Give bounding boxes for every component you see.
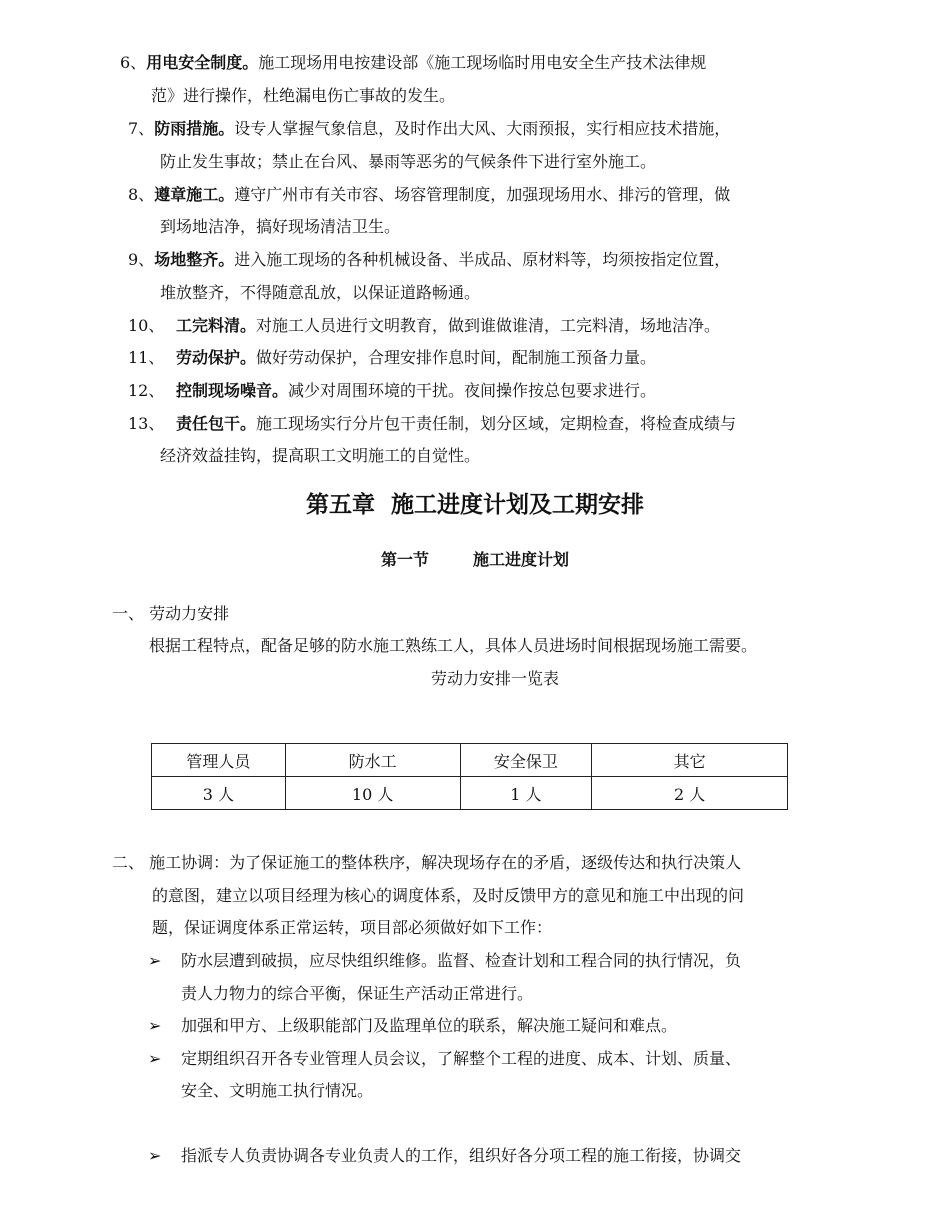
table-cell: 3 人 (152, 777, 286, 810)
table-header-row (152, 744, 788, 777)
bullet-arrow-icon: ➢ (148, 951, 162, 970)
rule-number: 13、 (128, 414, 165, 433)
list-item: 防水层遭到破损，应尽快组织维修。监督、检查计划和工程合同的执行情况，负 (181, 951, 742, 970)
labor-table (151, 743, 788, 810)
rule-text: 设专人掌握气象信息，及时作出大风、大雨预报，实行相应技术措施， (234, 119, 731, 138)
coordination-line-1: 二、 施工协调：为了保证施工的整体秩序，解决现场存在的矛盾，逐级传达和执行决策人 (112, 853, 742, 872)
rule-6 (120, 52, 706, 74)
coordination-line-2: 的意图，建立以项目经理为核心的调度体系，及时反馈甲方的意见和施工中出现的问 (152, 886, 745, 905)
table-cell: 10 人 (285, 777, 460, 810)
labor-heading: 一、 劳动力安排 (112, 604, 230, 623)
rule-text: 对施工人员进行文明教育，做到谁做谁清，工完料清，场地洁净。 (256, 316, 721, 335)
rule-6-cont: 范》进行操作，杜绝漏电伤亡事故的发生。 (151, 86, 456, 105)
rule-text: 遵守广州市有关市容、场容管理制度，加强现场用水、排污的管理，做 (234, 185, 731, 204)
rule-text: 减少对周围环境的干扰。夜间操作按总包要求进行。 (288, 381, 657, 400)
table-header-cell: 安全保卫 (460, 744, 592, 777)
table-header-cell: 其它 (592, 744, 788, 777)
rule-11 (128, 347, 656, 369)
rule-title: 防雨措施。 (154, 119, 235, 138)
coordination-line-3: 题，保证调度体系正常运转，项目部必须做好如下工作： (152, 918, 553, 937)
rule-13 (128, 413, 736, 435)
bullet-arrow-icon: ➢ (148, 1049, 162, 1068)
rule-title: 用电安全制度。 (146, 53, 259, 72)
chapter-title: 第五章 施工进度计划及工期安排 (305, 491, 644, 518)
rule-number: 8、 (128, 185, 155, 204)
list-item: 指派专人负责协调各专业负责人的工作，组织好各分项工程的施工衔接，协调交 (181, 1146, 742, 1165)
rule-title: 工完料清。 (176, 316, 257, 335)
list-item: 定期组织召开各专业管理人员会议，了解整个工程的进度、成本、计划、质量、 (181, 1049, 742, 1068)
rule-text: 施工现场用电按建设部《施工现场临时用电安全生产技术法律规 (258, 53, 707, 72)
rule-7 (128, 118, 730, 140)
rule-13-cont: 经济效益挂钩，提高职工文明施工的自觉性。 (160, 446, 481, 465)
rule-12 (128, 380, 656, 402)
rule-number: 7、 (128, 119, 155, 138)
labor-intro: 根据工程特点，配备足够的防水施工熟练工人，具体人员进场时间根据现场施工需要。 (149, 636, 758, 655)
rule-8 (128, 184, 730, 206)
rule-number: 9、 (128, 250, 155, 269)
rule-title: 遵章施工。 (154, 185, 235, 204)
rule-number: 11、 (128, 348, 165, 367)
bullet-arrow-icon: ➢ (148, 1146, 162, 1165)
section-title: 施工进度计划 (473, 550, 570, 569)
section-heading (0, 549, 950, 571)
rule-number: 6、 (120, 53, 147, 72)
rule-title: 场地整齐。 (154, 250, 235, 269)
rule-title: 控制现场噪音。 (176, 381, 289, 400)
list-item: 加强和甲方、上级职能部门及监理单位的联系，解决施工疑问和难点。 (181, 1016, 678, 1035)
rule-10 (128, 315, 720, 337)
rule-7-cont: 防止发生事故；禁止在台风、暴雨等恶劣的气候条件下进行室外施工。 (160, 152, 657, 171)
table-cell: 1 人 (460, 777, 592, 810)
rule-8-cont: 到场地洁净，搞好现场清洁卫生。 (160, 217, 401, 236)
rule-9-cont: 堆放整齐，不得随意乱放，以保证道路畅通。 (160, 283, 481, 302)
labor-table-title: 劳动力安排一览表 (430, 669, 559, 688)
bullet-arrow-icon: ➢ (148, 1016, 162, 1035)
rule-number: 12、 (128, 381, 165, 400)
rule-text: 施工现场实行分片包干责任制，划分区域，定期检查，将检查成绩与 (256, 414, 737, 433)
rule-title: 劳动保护。 (176, 348, 257, 367)
rule-text: 做好劳动保护，合理安排作息时间，配制施工预备力量。 (256, 348, 657, 367)
rule-number: 10、 (128, 316, 165, 335)
table-cell: 2 人 (592, 777, 788, 810)
rule-title: 责任包干。 (176, 414, 257, 433)
table-header-cell: 防水工 (285, 744, 460, 777)
rule-9 (128, 249, 730, 271)
list-item-cont: 责人力物力的综合平衡，保证生产活动正常进行。 (181, 984, 534, 1003)
section-number: 第一节 (380, 550, 429, 569)
rule-text: 进入施工现场的各种机械设备、半成品、原材料等，均须按指定位置， (234, 250, 731, 269)
list-item-cont: 安全、文明施工执行情况。 (181, 1081, 374, 1100)
table-row (152, 777, 788, 810)
table-header-cell: 管理人员 (152, 744, 286, 777)
